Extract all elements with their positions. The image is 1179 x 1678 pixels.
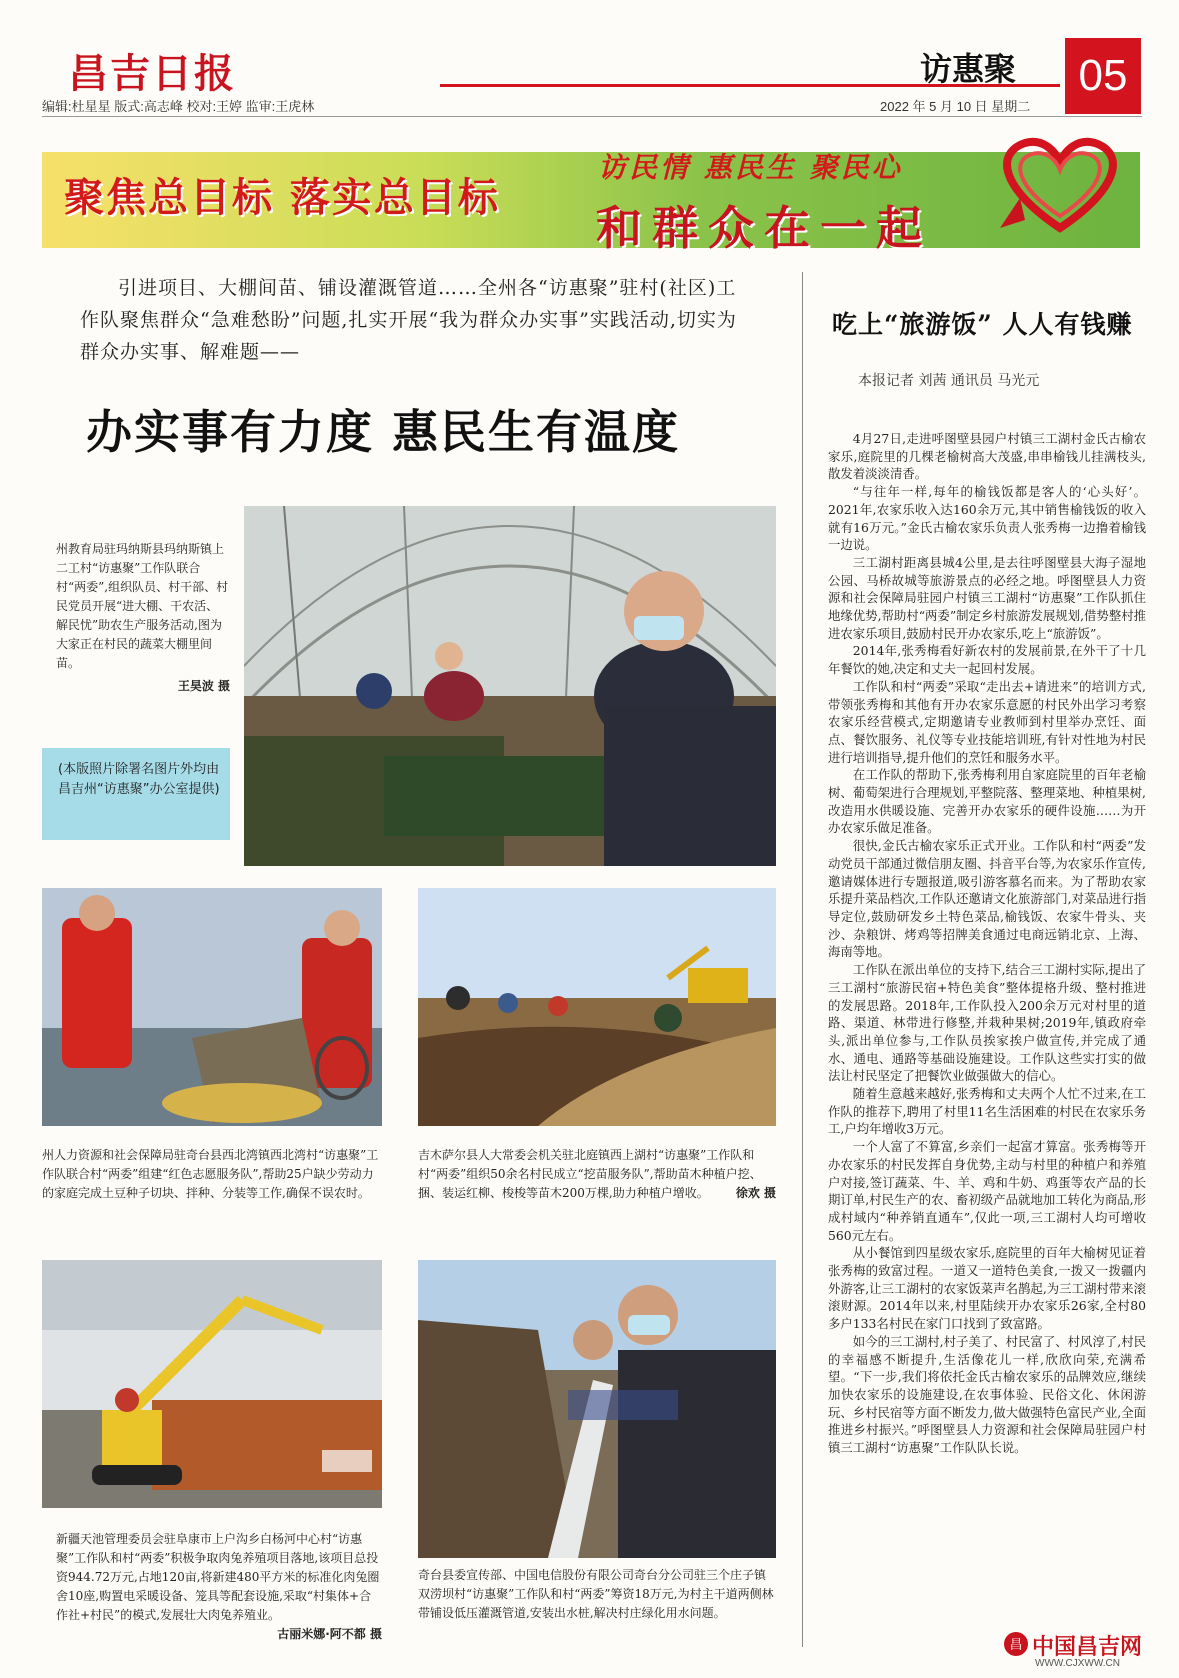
excavator-photo	[42, 1260, 382, 1508]
main-headline: 办实事有力度 惠民生有温度	[86, 405, 681, 459]
seedling-digging-photo	[418, 888, 776, 1126]
story-byline: 本报记者 刘茜 通讯员 马光元	[858, 373, 1040, 389]
excavator-caption-text: 新疆天池管理委员会驻阜康市上户沟乡白杨河中心村“访惠聚”工作队和村“两委”积极争取肉兔养殖项目落地,该项目总投资944.72万元,占地120亩,将新建480平方米的标准化肉兔圈舍10座,购置电采暖设备、笼具等配套设施,采取“村集体+合作社+村民”的模式,发展壮大肉兔养殖业。	[56, 1532, 380, 1622]
irrigation-pipe-photo	[418, 1260, 776, 1558]
pipe-photo-caption: 奇台县委宣传部、中国电信股份有限公司奇台分公司驻三个庄子镇双涝坝村“访惠聚”工作队和村“两委”筹资18万元,为村主干道两侧林带铺设低压灌溉管道,安装出水桩,解决村庄绿化用水问题。	[418, 1568, 774, 1620]
page-number-badge: 05	[1065, 38, 1141, 114]
header-divider	[42, 116, 1142, 117]
story-paragraph: 一个人富了不算富,乡亲们一起富才算富。张秀梅等开办农家乐的村民发挥自身优势,主动与村里的种植户和养殖户对接,签订蔬菜、牛、羊、鸡和牛奶、鸡蛋等农产品的长期订单,村民生产的农、畜初级产品就地加工转化为商品,形成村域内“种养销直通车”,仅此一项,三工湖村人均可增收560元左右。	[828, 1139, 1146, 1243]
story-paragraph: 2014年,张秀梅看好新农村的发展前景,在外干了十几年餐饮的她,决定和丈夫一起回村发展。	[828, 643, 1146, 677]
site-watermark-url: WWW.CJXWW.CN	[1035, 1658, 1120, 1669]
story-paragraph: 随着生意越来越好,张秀梅和丈夫两个人忙不过来,在工作队的推荐下,聘用了村里11名生活困难的村民在农家乐务工,户均年增收3万元。	[828, 1086, 1146, 1137]
section-title: 访惠聚	[920, 50, 1017, 88]
seedling-caption-text: 吉木萨尔县人大常委会机关驻北庭镇西上湖村“访惠聚”工作队和村“两委”组织50余名村民成立“挖苗服务队”,帮助苗木种植户挖、捆、装运红柳、梭梭等苗木200万棵,助力种植户增收。	[418, 1148, 762, 1200]
story-paragraph: “与往年一样,每年的榆钱饭都是客人的‘心头好’。2021年,农家乐收入达160余万元,其中销售榆钱饭的收入就有16万元。”金氏古榆农家乐负责人张秀梅一边撸着榆钱一边说。	[828, 484, 1146, 553]
potato-photo-caption: 州人力资源和社会保障局驻奇台县西北湾镇西北湾村“访惠聚”工作队联合村“两委”组建“红色志愿服务队”,帮助25户缺少劳动力的家庭完成土豆种子切块、拌种、分装等工作,确保不误农时。	[42, 1148, 379, 1200]
heart-ribbon-icon	[990, 128, 1130, 238]
site-watermark: 中国昌吉网	[1032, 1635, 1143, 1660]
story-paragraph: 如今的三工湖村,村子美了、村民富了、村风淳了,村民的幸福感不断提升,生活像花儿一样,欣欣向荣,充满希望。“下一步,我们将依托金氏古榆农家乐的品牌效应,继续加快农家乐的设施建设,在农事体验、民俗文化、休闲游玩、乡村民宿等方面不断发力,做大做强特色富民产业,全面推进乡村振兴。”呼图壁县人力资源和社会保障局驻园户村镇三工湖村“访惠聚”工作队队长说。	[828, 1333, 1146, 1456]
story-paragraph: 工作队在派出单位的支持下,结合三工湖村实际,提出了三工湖村“旅游民宿+特色美食”整体提格升级、整村推进的发展思路。2018年,工作队投入200余万元对村里的道路、渠道、林带进行修整,并栽种果树;2019年,镇政府牵头,派出单位参与,工作队员挨家挨户做宣传,并完成了通水、通电、通路等基础设施建设。工作队这些实打实的做法让村民坚定了把餐饮业做强做大的信心。	[828, 962, 1146, 1084]
main-photo-caption	[56, 540, 230, 696]
banner-slogan-main: 和群众在一起	[596, 201, 932, 255]
seedling-photo-caption	[418, 1146, 776, 1203]
photo-source-note: (本版照片除署名图片外均由昌吉州“访惠聚”办公室提供)	[58, 762, 220, 797]
column-divider	[802, 272, 803, 1647]
editor-credits: 编辑:杜星星 版式:高志峰 校对:王婷 监审:王虎林	[42, 99, 315, 114]
main-caption-text: 州教育局驻玛纳斯县玛纳斯镇上二工村“访惠聚”工作队联合村“两委”,组织队员、村干部、村民党员开展“进大棚、干农活、解民忧”助农生产服务活动,图为大家正在村民的蔬菜大棚里间苗。	[56, 542, 229, 670]
greenhouse-seedling-photo	[244, 506, 776, 866]
main-photo-credit: 王昊波 摄	[177, 679, 230, 693]
excavator-photo-caption	[56, 1530, 382, 1644]
banner-slogan-left: 聚焦总目标 落实总目标	[64, 175, 500, 221]
svg-text:昌: 昌	[1009, 1638, 1023, 1653]
excavator-photo-credit: 古丽米娜·阿不都 摄	[277, 1627, 382, 1641]
issue-date: 2022 年 5 月 10 日 星期二	[880, 99, 1031, 114]
story-paragraph: 工作队和村“两委”采取“走出去+请进来”的培训方式,带领张秀梅和其他有开办农家乐意愿的村民外出学习考察农家乐经营模式,定期邀请专业教师到村里举办烹饪、面点、餐饮服务、礼仪等专业技能培训班,有针对性地为村民进行培训指导,提升他们的烹饪和服务水平。	[828, 678, 1146, 765]
story-paragraph: 很快,金氏古榆农家乐正式开业。工作队和村“两委”发动党员干部通过微信朋友圈、抖音平台等,为农家乐作宣传,邀请媒体进行专题报道,吸引游客慕名而来。为了帮助农家乐提升菜品档次,工作队还邀请文化旅游部门,对菜品进行指导定位,鼓励研发乡土特色菜品,榆钱饭、农家牛骨头、夹沙、杂粮饼、烤鸡等招牌美食通过电商远销北京、上海、海南等地。	[828, 838, 1146, 960]
newspaper-logo: 昌吉日报	[68, 50, 236, 97]
story-paragraph: 从小餐馆到四星级农家乐,庭院里的百年大榆树见证着张秀梅的致富过程。一道又一道特色美食,一拨又一拨疆内外游客,让三工湖村的农家饭菜声名鹊起,为三工湖村带来滚滚财源。2014年以来,村里陆续开办农家乐26家,全村80多户133名村民在家门口找到了致富路。	[828, 1245, 1146, 1332]
banner-slogan-top: 访民情 惠民生 聚民心	[598, 151, 903, 184]
potato-seed-photo	[42, 888, 382, 1126]
story-paragraph: 在工作队的帮助下,张秀梅利用自家庭院里的百年老榆树、葡萄架进行合理规划,平整院落、整理菜地、种植果树,改造用水供暖设施、完善开办农家乐的硬件设施……为开办农家乐做足准备。	[828, 767, 1146, 836]
seedling-photo-credit: 徐欢 摄	[735, 1186, 776, 1200]
story-body	[828, 430, 1146, 1457]
story-paragraph: 4月27日,走进呼图壁县园户村镇三工湖村金氏古榆农家乐,庭院里的几棵老榆树高大茂盛,串串榆钱儿挂满枝头,散发着淡淡清香。	[828, 431, 1146, 482]
site-logo-icon	[1002, 1630, 1030, 1658]
story-title: 吃上“旅游饭” 人人有钱赚	[832, 310, 1133, 339]
lead-paragraph: 引进项目、大棚间苗、铺设灌溉管道……全州各“访惠聚”驻村(社区)工作队聚焦群众“急难愁盼”问题,扎实开展“我为群众办实事”实践活动,切实为群众办实事、解难题——	[80, 277, 737, 363]
story-paragraph: 三工湖村距离县城4公里,是去往呼图壁县大海子湿地公园、马桥故城等旅游景点的必经之地。呼图壁县人力资源和社会保障局驻园户村镇三工湖村“访惠聚”工作队抓住地缘优势,帮助村“两委”制定乡村旅游发展规划,借势整村推进农家乐项目,鼓励村民开办农家乐,吃上“旅游饭”。	[828, 554, 1146, 641]
